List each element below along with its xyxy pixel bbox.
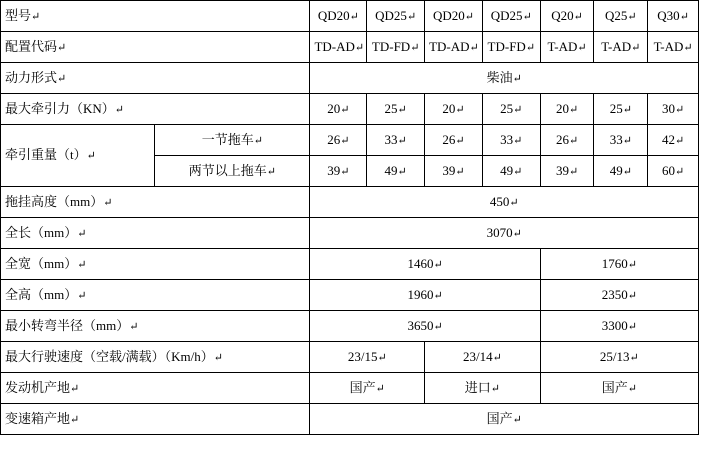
row-label-overall-width: 全宽（mm）↵ [1,249,310,280]
paragraph-mark: ↵ [397,103,407,116]
cell-traction-4: 25↵ [482,94,540,125]
paragraph-mark: ↵ [57,41,67,54]
cell-hitch-height-all: 450↵ [310,187,699,218]
cell-model-7: Q30↵ [648,1,699,32]
paragraph-mark: ↵ [675,134,685,147]
cell-overall-height-2: 2350↵ [540,280,698,311]
paragraph-mark: ↵ [340,165,350,178]
cell-traction-1: 20↵ [310,94,367,125]
cell-engine-origin-1: 国产↵ [310,373,425,404]
paragraph-mark: ↵ [513,165,523,178]
row-sublabel-single-trailer: 一节拖车↵ [155,125,310,156]
paragraph-mark: ↵ [377,351,387,364]
paragraph-mark: ↵ [464,10,474,23]
paragraph-mark: ↵ [31,10,41,23]
table-row [1,280,699,311]
paragraph-mark: ↵ [266,165,276,178]
paragraph-mark: ↵ [70,382,80,395]
paragraph-mark: ↵ [629,351,639,364]
cell-overall-length-all: 3070↵ [310,218,699,249]
paragraph-mark: ↵ [512,227,522,240]
paragraph-mark: ↵ [522,10,532,23]
paragraph-mark: ↵ [573,10,583,23]
paragraph-mark: ↵ [675,165,685,178]
table-row [1,63,699,94]
cell-tow-single-6: 33↵ [594,125,648,156]
row-label-tow-weight: 牵引重量（t）↵ [1,125,155,187]
cell-traction-3: 20↵ [425,94,483,125]
cell-overall-width-1: 1460↵ [310,249,540,280]
row-label-gearbox-origin: 变速箱产地↵ [1,404,310,435]
row-label-engine-origin: 发动机产地↵ [1,373,310,404]
paragraph-mark: ↵ [340,134,350,147]
row-label-config-code: 配置代码↵ [1,32,310,63]
cell-tow-multi-3: 39↵ [425,156,483,187]
paragraph-mark: ↵ [375,382,385,395]
paragraph-mark: ↵ [509,196,519,209]
paragraph-mark: ↵ [129,320,139,333]
cell-traction-5: 20↵ [540,94,594,125]
cell-model-1: QD20↵ [310,1,367,32]
paragraph-mark: ↵ [469,41,479,54]
table-row [1,187,699,218]
row-label-overall-length: 全长（mm）↵ [1,218,310,249]
paragraph-mark: ↵ [77,289,87,302]
paragraph-mark: ↵ [433,320,443,333]
paragraph-mark: ↵ [103,196,113,209]
cell-power-type-all: 柴油↵ [310,63,699,94]
table-row [1,1,699,32]
paragraph-mark: ↵ [114,103,124,116]
paragraph-mark: ↵ [397,134,407,147]
paragraph-mark: ↵ [627,320,637,333]
paragraph-mark: ↵ [406,10,417,23]
paragraph-mark: ↵ [627,289,637,302]
paragraph-mark: ↵ [455,165,465,178]
cell-tow-multi-7: 60↵ [648,156,699,187]
paragraph-mark: ↵ [455,134,465,147]
table-row [1,342,699,373]
cell-tow-single-4: 33↵ [482,125,540,156]
table-row [1,404,699,435]
paragraph-mark: ↵ [622,103,632,116]
paragraph-mark: ↵ [513,103,523,116]
cell-gearbox-origin-all: 国产↵ [310,404,699,435]
paragraph-mark: ↵ [77,227,87,240]
paragraph-mark: ↵ [410,41,420,54]
row-label-model: 型号↵ [1,1,310,32]
cell-model-5: Q20↵ [540,1,594,32]
table-row [1,373,699,404]
paragraph-mark: ↵ [627,382,637,395]
cell-model-4: QD25↵ [482,1,540,32]
row-label-max-speed: 最大行驶速度（空载/满载）（Km/h）↵ [1,342,310,373]
cell-model-6: Q25↵ [594,1,648,32]
paragraph-mark: ↵ [577,41,587,54]
paragraph-mark: ↵ [622,134,632,147]
cell-max-speed-3: 25/13↵ [540,342,698,373]
cell-config-2: TD-FD↵ [367,32,425,63]
paragraph-mark: ↵ [213,351,223,364]
cell-config-6: T-AD↵ [594,32,648,63]
paragraph-mark: ↵ [679,10,689,23]
paragraph-mark: ↵ [349,10,359,23]
cell-engine-origin-2: 进口↵ [425,373,541,404]
paragraph-mark: ↵ [525,41,536,54]
paragraph-mark: ↵ [568,134,579,147]
row-label-min-turn-radius: 最小转弯半径（mm）↵ [1,311,310,342]
paragraph-mark: ↵ [627,258,637,271]
paragraph-mark: ↵ [340,103,350,116]
paragraph-mark: ↵ [675,103,685,116]
paragraph-mark: ↵ [513,134,523,147]
row-label-overall-height: 全高（mm）↵ [1,280,310,311]
paragraph-mark: ↵ [455,103,465,116]
cell-tow-single-7: 42↵ [648,125,699,156]
table-row [1,311,699,342]
paragraph-mark: ↵ [683,41,693,54]
cell-config-4: TD-FD↵ [482,32,540,63]
cell-tow-single-5: 26↵ [540,125,594,156]
paragraph-mark: ↵ [622,165,632,178]
cell-model-2: QD25↵ [367,1,425,32]
cell-tow-multi-1: 39↵ [310,156,367,187]
paragraph-mark: ↵ [627,10,637,23]
cell-tow-multi-6: 49↵ [594,156,648,187]
paragraph-mark: ↵ [354,41,365,54]
paragraph-mark: ↵ [490,382,500,395]
cell-config-7: T-AD↵ [648,32,699,63]
paragraph-mark: ↵ [86,150,96,163]
row-sublabel-multi-trailer: 两节以上拖车↵ [155,156,310,187]
cell-turn-radius-2: 3300↵ [540,311,698,342]
cell-tow-multi-4: 49↵ [482,156,540,187]
paragraph-mark: ↵ [433,258,443,271]
cell-turn-radius-1: 3650↵ [310,311,540,342]
paragraph-mark: ↵ [253,134,263,147]
cell-tow-single-1: 26↵ [310,125,367,156]
cell-max-speed-1: 23/15↵ [310,342,425,373]
row-label-max-traction: 最大牵引力（KN）↵ [1,94,310,125]
cell-max-speed-2: 23/14↵ [425,342,541,373]
table-row [1,249,699,280]
paragraph-mark: ↵ [568,103,579,116]
cell-config-3: TD-AD↵ [425,32,483,63]
cell-tow-multi-5: 39↵ [540,156,594,187]
paragraph-mark: ↵ [512,72,522,85]
cell-tow-single-3: 26↵ [425,125,483,156]
table-row [1,32,699,63]
paragraph-mark: ↵ [492,351,502,364]
cell-config-1: TD-AD↵ [310,32,367,63]
table-row [1,125,699,156]
paragraph-mark: ↵ [631,41,641,54]
paragraph-mark: ↵ [568,165,579,178]
paragraph-mark: ↵ [57,72,67,85]
cell-engine-origin-3: 国产↵ [540,373,698,404]
cell-overall-width-2: 1760↵ [540,249,698,280]
cell-tow-single-2: 33↵ [367,125,425,156]
cell-config-5: T-AD↵ [540,32,594,63]
paragraph-mark: ↵ [397,165,407,178]
table-row [1,94,699,125]
paragraph-mark: ↵ [433,289,443,302]
row-label-hitch-height: 拖挂高度（mm）↵ [1,187,310,218]
row-label-power-type: 动力形式↵ [1,63,310,94]
cell-tow-multi-2: 49↵ [367,156,425,187]
cell-traction-2: 25↵ [367,94,425,125]
cell-overall-height-1: 1960↵ [310,280,540,311]
cell-model-3: QD20↵ [425,1,483,32]
paragraph-mark: ↵ [512,413,522,426]
table-row [1,218,699,249]
paragraph-mark: ↵ [70,413,80,426]
paragraph-mark: ↵ [77,258,87,271]
cell-traction-7: 30↵ [648,94,699,125]
cell-traction-6: 25↵ [594,94,648,125]
